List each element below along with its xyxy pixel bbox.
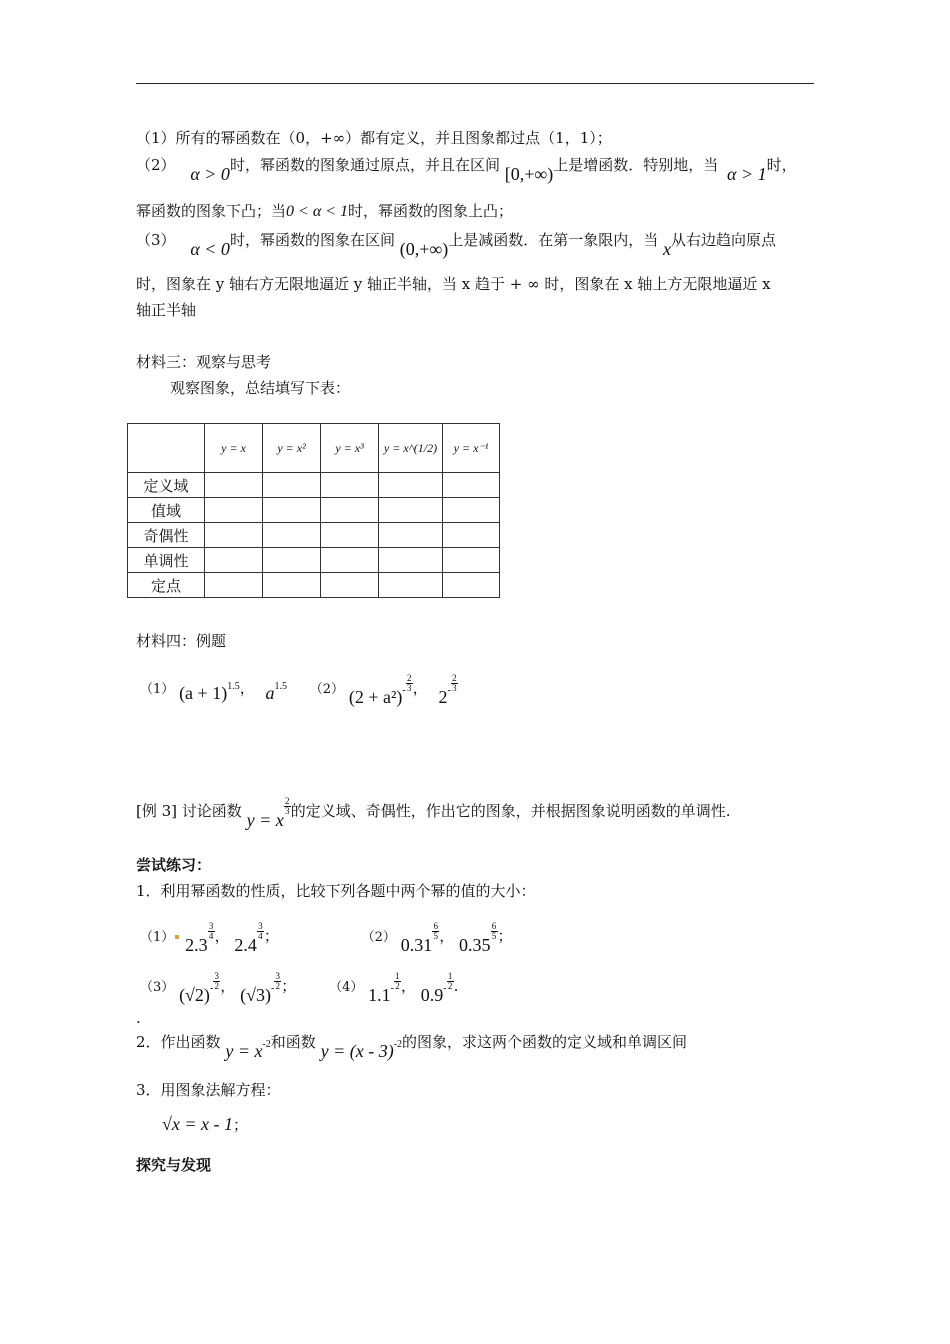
q2-exp-2: -2: [393, 1039, 403, 1050]
practice-q3: 3．用图象法解方程：: [136, 1081, 281, 1099]
exp-fraction: $\frac{6}{5}$: [433, 921, 438, 941]
table-row: [128, 548, 500, 573]
table-header-y-x3: y = x³: [321, 424, 379, 473]
period: .: [453, 977, 459, 995]
header-rule: [136, 83, 814, 84]
property-2-text-5: 时，幂函数的图象上凸；: [348, 202, 514, 220]
example-1-label: （1）: [140, 682, 175, 697]
practice-q1-row-1: [140, 912, 513, 955]
interval-open-0-inf: (0,+∞): [399, 239, 449, 259]
q1-3-b: (√3): [240, 985, 271, 1005]
exp-fraction: $\frac{3}{2}$: [275, 971, 281, 991]
practice-q3-equation: [162, 1113, 248, 1136]
property-3-label: （3）: [136, 231, 176, 249]
example-1a-base: (a + 1): [179, 683, 228, 703]
material-4-title: 材料四：例题: [136, 632, 227, 650]
exp-fraction: $\frac{2}{3}$: [452, 673, 457, 693]
table-header-y-x-half: y = x^(1/2): [379, 424, 443, 473]
neg-sign: -: [270, 983, 275, 994]
separator: ，: [401, 977, 417, 995]
q1-2-b: 0.35: [459, 935, 491, 955]
q1-2-a: 0.31: [400, 935, 433, 955]
q1-4-b: 0.9: [420, 985, 444, 1005]
variable-x: x: [663, 239, 672, 259]
practice-q2: [136, 1030, 687, 1064]
exp-fraction: $\frac{1}{2}$: [395, 971, 400, 991]
neg-sign: -: [443, 983, 447, 994]
table-row: [128, 473, 500, 498]
example-3-text: 的定义域、奇偶性，作出它的图象，并根据图象说明函数的单调性.: [290, 802, 731, 820]
condition-alpha-gt-1: α > 1: [727, 164, 767, 184]
property-1: （1）所有的幂函数在（0，+∞）都有定义，并且图象都过点（1，1）；: [136, 129, 612, 147]
example-1b-exp: 1.5: [274, 681, 287, 692]
property-3-text-3: 从右边趋向原点: [671, 231, 777, 249]
exp-fraction: $\frac{3}{4}$: [258, 921, 263, 941]
q2-exp-1: -2: [262, 1039, 271, 1050]
q1-2-label: （2）: [361, 930, 396, 945]
semicolon: ；: [263, 927, 279, 945]
table-header-y-x: y = x: [205, 424, 263, 473]
separator: ，: [412, 679, 428, 697]
neg-sign: -: [209, 983, 214, 994]
q2-func-1: y = x: [225, 1041, 263, 1061]
example-1a-exp: 1.5: [227, 681, 240, 692]
property-2-line-2: [136, 200, 513, 223]
practice-title: 尝试练习：: [136, 856, 212, 874]
property-3-line-2: 时，图象在 y 轴右方无限地逼近 y 轴正半轴，当 x 趋于 + ∞ 时，图象在 x 轴上方无限地逼近 x: [136, 275, 771, 293]
semicolon: ；: [281, 977, 297, 995]
example-1b-base: a: [265, 683, 275, 703]
property-2-text-4: 幂函数的图象下凸；当: [136, 202, 287, 220]
q1-4-label: （4）: [329, 980, 364, 995]
table-header-row: [128, 424, 500, 473]
q1-1-label: （1）: [140, 930, 175, 945]
q1-4-a: 1.1: [368, 985, 391, 1005]
stray-period: .: [136, 1009, 141, 1027]
semicolon: ；: [497, 927, 513, 945]
practice-q1-row-2: [140, 962, 459, 1005]
exp-fraction: $\frac{1}{2}$: [447, 971, 453, 991]
example-2b-base: 2: [438, 687, 448, 707]
table-row: [128, 498, 500, 523]
row-label-parity: 奇偶性: [128, 523, 205, 548]
example-3-label: [例 3] 讨论函数: [136, 802, 242, 820]
condition-alpha-between: 0 < α < 1: [286, 203, 349, 220]
exp-fraction: $\frac{2}{3}$: [406, 673, 412, 693]
q1-1-b: 2.4: [234, 935, 257, 955]
row-label-monotonicity: 单调性: [128, 548, 205, 573]
interval-closed-0-inf: [0,+∞): [504, 164, 554, 184]
property-2-text-3: 时，: [766, 156, 797, 174]
material-4-examples: [140, 664, 458, 707]
q1-3-label: （3）: [140, 980, 175, 995]
property-2-label: （2）: [136, 156, 176, 174]
condition-alpha-gt-0: α > 0: [190, 164, 230, 184]
separator: ，: [220, 977, 236, 995]
exp-fraction: $\frac{2}{3}$: [284, 796, 290, 816]
neg-sign: -: [390, 983, 394, 994]
q2-text-1: 2．作出函数: [136, 1033, 221, 1051]
semicolon: ；: [233, 1116, 249, 1134]
separator: ，: [239, 679, 255, 697]
q2-text-2: 和函数: [270, 1033, 316, 1051]
property-3-text-1: 时，幂函数的图象在区间: [229, 231, 395, 249]
property-3-text-2: 上是减函数．在第一象限内，当: [448, 231, 659, 249]
table-header-y-x-inv: y = x⁻¹: [443, 424, 500, 473]
exp-fraction: $\frac{6}{5}$: [491, 921, 497, 941]
example-3: [136, 787, 731, 830]
material-3-title: 材料三：观察与思考: [136, 353, 272, 371]
separator: ，: [214, 927, 230, 945]
property-2-text-1: 时，幂函数的图象通过原点，并且在区间: [229, 156, 500, 174]
neg-sign: -: [447, 685, 451, 696]
table-row: [128, 573, 500, 598]
row-label-range: 值域: [128, 498, 205, 523]
example-2-label: （2）: [309, 682, 345, 697]
example-3-func: y = x: [246, 810, 284, 830]
exp-fraction: $\frac{3}{4}$: [208, 921, 214, 941]
q2-text-3: 的图象，求这两个函数的定义域和单调区间: [402, 1033, 688, 1051]
separator: ，: [439, 927, 455, 945]
material-3-instruction: 观察图象，总结填写下表：: [170, 379, 351, 397]
q1-1-a: 2.3: [185, 935, 208, 955]
q2-func-2: y = (x - 3): [320, 1041, 394, 1061]
table-header-empty: [128, 424, 205, 473]
row-label-fixed-point: 定点: [128, 573, 205, 598]
q3-equation: √x = x - 1: [162, 1114, 233, 1134]
property-3-line-3: 轴正半轴: [136, 301, 197, 319]
q1-3-a: (√2): [179, 985, 210, 1005]
table-header-y-x2: y = x²: [263, 424, 321, 473]
neg-sign: -: [402, 685, 406, 696]
table-row: [128, 523, 500, 548]
property-2-text-2: 上是增函数．特别地，当: [553, 156, 719, 174]
exp-fraction: $\frac{3}{2}$: [214, 971, 220, 991]
property-3-line-1: [136, 228, 776, 262]
practice-q1: 1．利用幂函数的性质，比较下列各题中两个幂的值的大小：: [136, 882, 536, 900]
row-label-domain: 定义域: [128, 473, 205, 498]
property-2-line-1: [136, 153, 797, 187]
example-2a-base: (2 + a²): [348, 687, 403, 707]
marker-dot: [175, 935, 179, 939]
properties-table: [127, 423, 500, 598]
explore-title: 探究与发现: [136, 1156, 212, 1174]
condition-alpha-lt-0: α < 0: [190, 239, 230, 259]
